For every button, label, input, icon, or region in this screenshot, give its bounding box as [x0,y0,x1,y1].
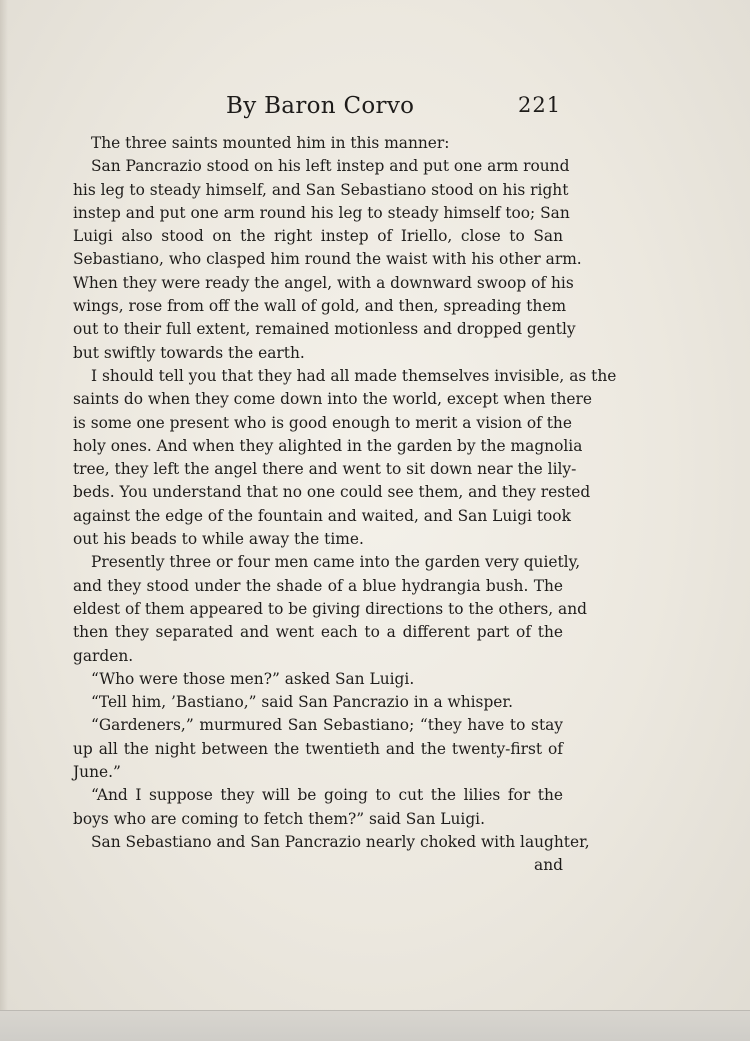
text-line: and they stood under the shade of a blue hydrangia bush. The [73,576,563,595]
page-number: 221 [518,93,562,117]
text-line: “Gardeners,” murmured San Sebastiano; “they have to stay [91,716,563,735]
paragraph [73,831,590,854]
body-text [73,132,617,878]
page-bottom-edge [0,1010,750,1041]
text-line: saints do when they come down into the world, except when there [73,390,593,409]
text-line: holy ones. And when they alighted in the garden by the magnolia [73,436,583,455]
text-line: garden. [73,646,134,665]
text-line: wings, rose from off the wall of gold, and then, spreading them [73,297,567,316]
text-line: instep and put one arm round his leg to steady himself too; San [73,203,570,222]
text-line: “Who were those men?” asked San Luigi. [91,669,415,688]
text-line: against the edge of the fountain and waited, and San Luigi took [73,506,571,525]
text-line: but swiftly towards the earth. [73,343,305,362]
text-line: out to their full extent, remained motionless and dropped gently [73,320,576,339]
text-line: eldest of them appeared to be giving directions to the others, and [73,599,587,618]
text-line: his leg to steady himself, and San Sebastiano stood on his right [73,180,569,199]
text-line: beds. You understand that no one could see them, and they rested [73,483,591,502]
text-line: San Sebastiano and San Pancrazio nearly choked with laughter, [91,832,590,851]
running-title: By Baron Corvo [226,93,415,119]
paragraph [73,714,563,784]
running-head [0,93,750,127]
text-line: then they separated and went each to a different part of the [73,623,563,642]
paragraph [73,668,563,691]
paragraph [73,784,563,831]
text-line: up all the night between the twentieth and the twenty-first of [73,739,563,758]
text-line: San Pancrazio stood on his left instep and put one arm round [91,157,570,176]
page-edge-shadow [0,0,8,1041]
text-line: Presently three or four men came into the garden very quietly, [91,553,581,572]
text-line: out his beads to while away the time. [73,530,364,549]
paragraph [73,551,587,667]
text-line: “And I suppose they will be going to cut the lilies for the [91,786,563,805]
paragraph [73,365,617,551]
text-line: Sebastiano, who clasped him round the waist with his other arm. [73,250,582,269]
catchword: and [534,856,563,875]
text-line: June.” [73,763,121,782]
paragraph [73,691,563,714]
text-line: “Tell him, ’Bastiano,” said San Pancrazio in a whisper. [91,693,513,712]
text-line: Luigi also stood on the right instep of Iriello, close to San [73,227,563,246]
paragraph [73,132,563,155]
text-line: When they were ready the angel, with a downward swoop of his [73,273,574,292]
text-line: I should tell you that they had all made themselves invisible, as the [91,366,617,385]
text-line: The three saints mounted him in this manner: [91,134,450,152]
text-line: tree, they left the angel there and went to sit down near the lily- [73,460,577,479]
paragraph [73,155,582,365]
text-line: is some one present who is good enough to merit a vision of the [73,413,572,432]
text-line: boys who are coming to fetch them?” said San Luigi. [73,809,485,828]
